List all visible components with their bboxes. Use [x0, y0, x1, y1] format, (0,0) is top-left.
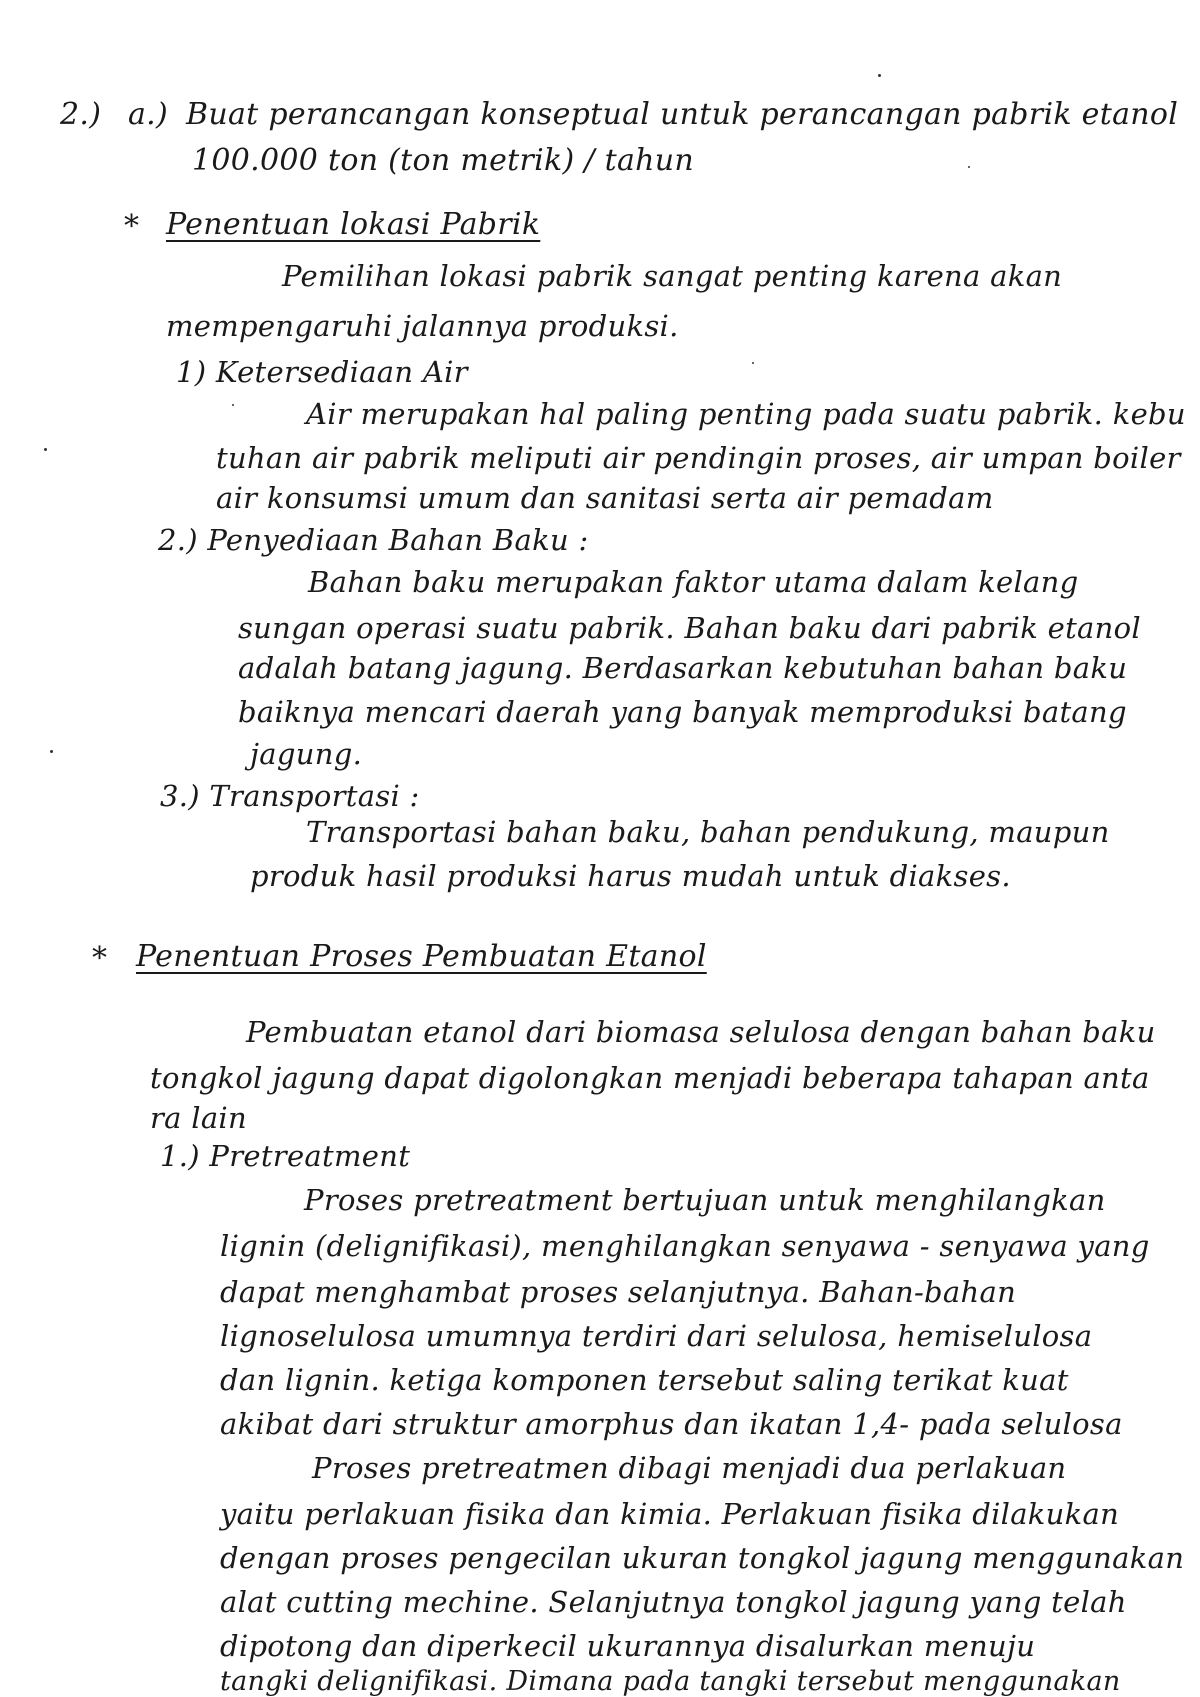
- item-rawmaterial-line: jagung.: [250, 737, 363, 771]
- section2-intro-line: tongkol jagung dapat digolongkan menjadi beberapa tahapan anta: [150, 1061, 1150, 1095]
- section1-intro-line-2: mempengaruhi jalannya produksi.: [166, 309, 679, 343]
- section2-title: Penentuan Proses Pembuatan Etanol: [136, 939, 707, 974]
- item-transport-line: Transportasi bahan baku, bahan pendukung, maupun: [306, 815, 1110, 849]
- item-water-line: tuhan air pabrik meliputi air pendingin proses, air umpan boiler: [216, 441, 1181, 475]
- question-line-1: Buat perancangan konseptual untuk perancangan pabrik etanol: [186, 97, 1179, 132]
- pretreatment-para1-line: dapat menghambat proses selanjutnya. Bahan-bahan: [220, 1275, 1017, 1309]
- question-part: a.): [128, 97, 169, 132]
- ink-speck: [232, 404, 234, 406]
- item-water-line: air konsumsi umum dan sanitasi serta air pemadam: [216, 481, 994, 515]
- pretreatment-para2-line: dipotong dan diperkecil ukurannya disalurkan menuju: [220, 1629, 1036, 1663]
- ink-speck: [44, 448, 47, 451]
- item-water-line: Air merupakan hal paling penting pada suatu pabrik. kebu: [306, 397, 1186, 431]
- ink-speck: [50, 750, 53, 753]
- pretreatment-para2-line: alat cutting mechine. Selanjutnya tongkol jagung yang telah: [220, 1585, 1127, 1619]
- pretreatment-para1-line: lignoselulosa umumnya terdiri dari selulosa, hemiselulosa: [220, 1319, 1093, 1353]
- pretreatment-para2-line: tangki delignifikasi. Dimana pada tangki tersebut menggunakan: [220, 1666, 1121, 1697]
- question-number: 2.): [60, 97, 102, 132]
- section1-intro-line-1: Pemilihan lokasi pabrik sangat penting karena akan: [282, 259, 1063, 293]
- item-transport-line: produk hasil produksi harus mudah untuk diakses.: [250, 859, 1011, 893]
- item-rawmaterial-label: 2.) Penyediaan Bahan Baku :: [158, 523, 589, 557]
- section2-intro-line: Pembuatan etanol dari biomasa selulosa dengan bahan baku: [246, 1015, 1156, 1049]
- section2-intro-line: ra lain: [150, 1101, 247, 1135]
- ink-speck: [878, 74, 881, 77]
- item-water-label: 1) Ketersediaan Air: [176, 355, 468, 389]
- pretreatment-para2-line: dengan proses pengecilan ukuran tongkol jagung menggunakan: [220, 1541, 1185, 1575]
- pretreatment-para2-line: Proses pretreatmen dibagi menjadi dua perlakuan: [312, 1451, 1067, 1485]
- pretreatment-para1-line: dan lignin. ketiga komponen tersebut saling terikat kuat: [220, 1363, 1069, 1397]
- section2-bullet: *: [92, 941, 108, 976]
- item-rawmaterial-line: sungan operasi suatu pabrik. Bahan baku dari pabrik etanol: [238, 611, 1141, 645]
- section1-title: Penentuan lokasi Pabrik: [166, 207, 541, 242]
- pretreatment-para1-line: akibat dari struktur amorphus dan ikatan 1,4- pada selulosa: [220, 1407, 1123, 1441]
- pretreatment-para2-line: yaitu perlakuan fisika dan kimia. Perlakuan fisika dilakukan: [220, 1497, 1120, 1531]
- item-rawmaterial-line: adalah batang jagung. Berdasarkan kebutuhan bahan baku: [238, 651, 1128, 685]
- section1-bullet: *: [124, 209, 140, 244]
- item-transport-label: 3.) Transportasi :: [160, 779, 420, 813]
- ink-speck: [752, 362, 754, 364]
- pretreatment-para1-line: Proses pretreatment bertujuan untuk menghilangkan: [304, 1183, 1106, 1217]
- item-rawmaterial-line: baiknya mencari daerah yang banyak memproduksi batang: [238, 695, 1127, 729]
- item-rawmaterial-line: Bahan baku merupakan faktor utama dalam kelang: [308, 565, 1079, 599]
- pretreatment-para1-line: lignin (delignifikasi), menghilangkan senyawa - senyawa yang: [220, 1229, 1150, 1263]
- ink-speck: [968, 166, 970, 168]
- pretreatment-label: 1.) Pretreatment: [160, 1139, 411, 1173]
- question-line-2: 100.000 ton (ton metrik) / tahun: [192, 143, 695, 178]
